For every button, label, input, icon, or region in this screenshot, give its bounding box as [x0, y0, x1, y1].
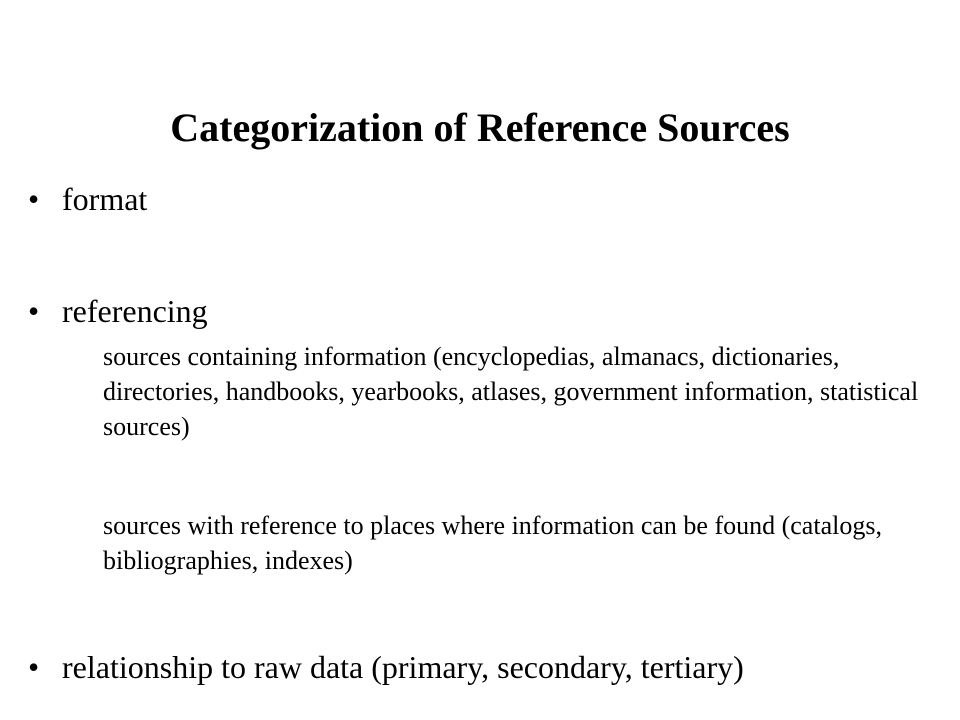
bullet-icon: •	[28, 649, 40, 685]
subpoint-sources-with-reference: sources with reference to places where information can be found (catalogs, bibliographies, indexes)	[103, 511, 882, 575]
bullet-item-format	[28, 180, 147, 218]
bullet-icon: •	[28, 181, 40, 217]
bullet-label: referencing	[62, 293, 208, 329]
slide-title: Categorization of Reference Sources	[170, 105, 790, 150]
bullet-label: relationship to raw data (primary, secondary, tertiary)	[62, 649, 744, 685]
bullet-item-referencing	[28, 292, 208, 330]
bullet-label: format	[62, 181, 148, 217]
bullet-icon: •	[28, 293, 40, 329]
subpoint-sources-containing-information: sources containing information (encyclopedias, almanacs, dictionaries, directories, handbooks, yearbooks, atlases, government information, statistical sources)	[103, 342, 919, 441]
bullet-item-relationship-to-raw-data	[28, 648, 744, 686]
